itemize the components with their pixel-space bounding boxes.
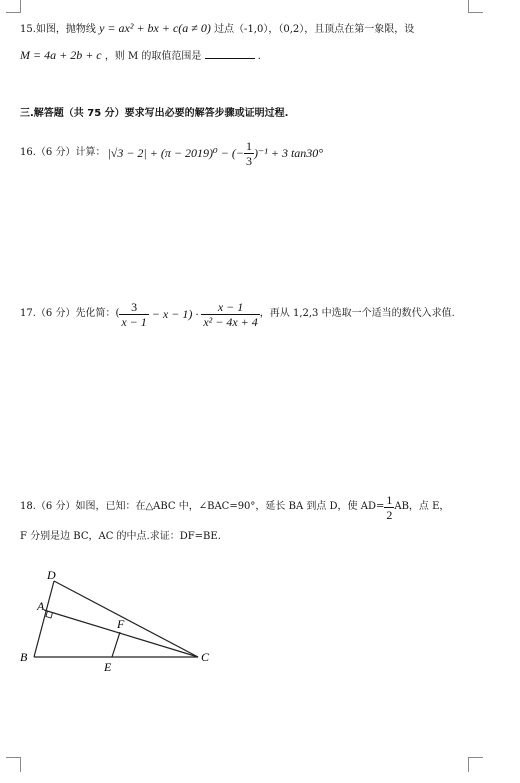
q17-fraction-1 xyxy=(119,301,148,328)
q16-fraction xyxy=(244,140,254,167)
q16-fraction-denominator: 3 xyxy=(245,153,252,168)
q15-answer-blank[interactable] xyxy=(205,48,255,59)
q15-formula: y = ax² + bx + c(a ≠ 0) xyxy=(99,21,211,35)
q16-sqrt-part: |√3 − 2| xyxy=(107,146,147,160)
q16-plus-part: + (π − 2019)⁰ − (− xyxy=(149,146,244,160)
question-16 xyxy=(20,140,323,166)
question-15-line1 xyxy=(20,22,414,35)
q16-prefix: 16.（6 分）计算： xyxy=(20,147,106,158)
segment-d-b xyxy=(34,581,54,657)
q16-tail: )⁻¹ + 3 tan30° xyxy=(253,146,324,160)
q17-fraction-1-denominator: x − 1 xyxy=(121,314,147,329)
q17-prefix: 17.（6 分）先化简：( xyxy=(20,308,120,319)
q18-fraction-denominator: 2 xyxy=(386,507,393,522)
q15-suffix: ，则 M 的取值范围是 xyxy=(104,51,202,62)
crop-mark-bottom-left xyxy=(6,757,21,772)
crop-mark-bottom-right xyxy=(468,757,483,772)
crop-mark-top-left xyxy=(6,0,21,13)
segment-d-c xyxy=(54,581,198,657)
q17-fraction-2-denominator: x² − 4x + 4 xyxy=(203,314,258,329)
q16-fraction-numerator: 1 xyxy=(245,138,252,153)
label-b: B xyxy=(20,650,28,664)
label-c: C xyxy=(201,650,210,664)
q15-end: . xyxy=(257,51,261,62)
q18-fraction-numerator: 1 xyxy=(386,492,393,507)
q17-fraction-2 xyxy=(201,301,259,328)
q18-fraction xyxy=(384,494,394,521)
segment-e-f xyxy=(112,632,120,657)
q17-fraction-2-numerator: x − 1 xyxy=(201,301,259,315)
q17-fraction-1-numerator: 3 xyxy=(119,301,148,315)
label-f: F xyxy=(117,617,125,631)
triangle-figure xyxy=(14,566,224,676)
question-15-line2 xyxy=(20,48,261,62)
q18-line1-prefix: 18.（6 分）如图，已知：在△ABC 中，∠BAC=90°，延长 BA 到点 D，使 AD= xyxy=(20,501,385,512)
section-3-heading: 三.解答题（共 75 分）要求写出必要的解答步骤或证明过程. xyxy=(20,108,289,119)
label-a: A xyxy=(37,599,45,613)
crop-mark-top-right xyxy=(468,0,483,13)
label-e: E xyxy=(104,660,112,674)
label-d: D xyxy=(47,568,56,582)
question-18-line2: F 分别是边 BC，AC 的中点.求证：DF=BE. xyxy=(20,531,221,542)
q15-prefix: 15.如图，抛物线 xyxy=(20,24,96,35)
question-18-line1 xyxy=(20,492,449,522)
q15-m-expression: M = 4a + 2b + c xyxy=(20,48,102,62)
q15-mid: 过点（-1,0），（0,2），且顶点在第一象限，设 xyxy=(214,24,415,35)
question-17 xyxy=(20,298,455,330)
q17-suffix: ，再从 1,2,3 中选取一个适当的数代入求值. xyxy=(259,308,455,319)
q17-mid: − x − 1) · xyxy=(151,307,199,321)
q18-line1-suffix: AB，点 E， xyxy=(394,501,450,512)
